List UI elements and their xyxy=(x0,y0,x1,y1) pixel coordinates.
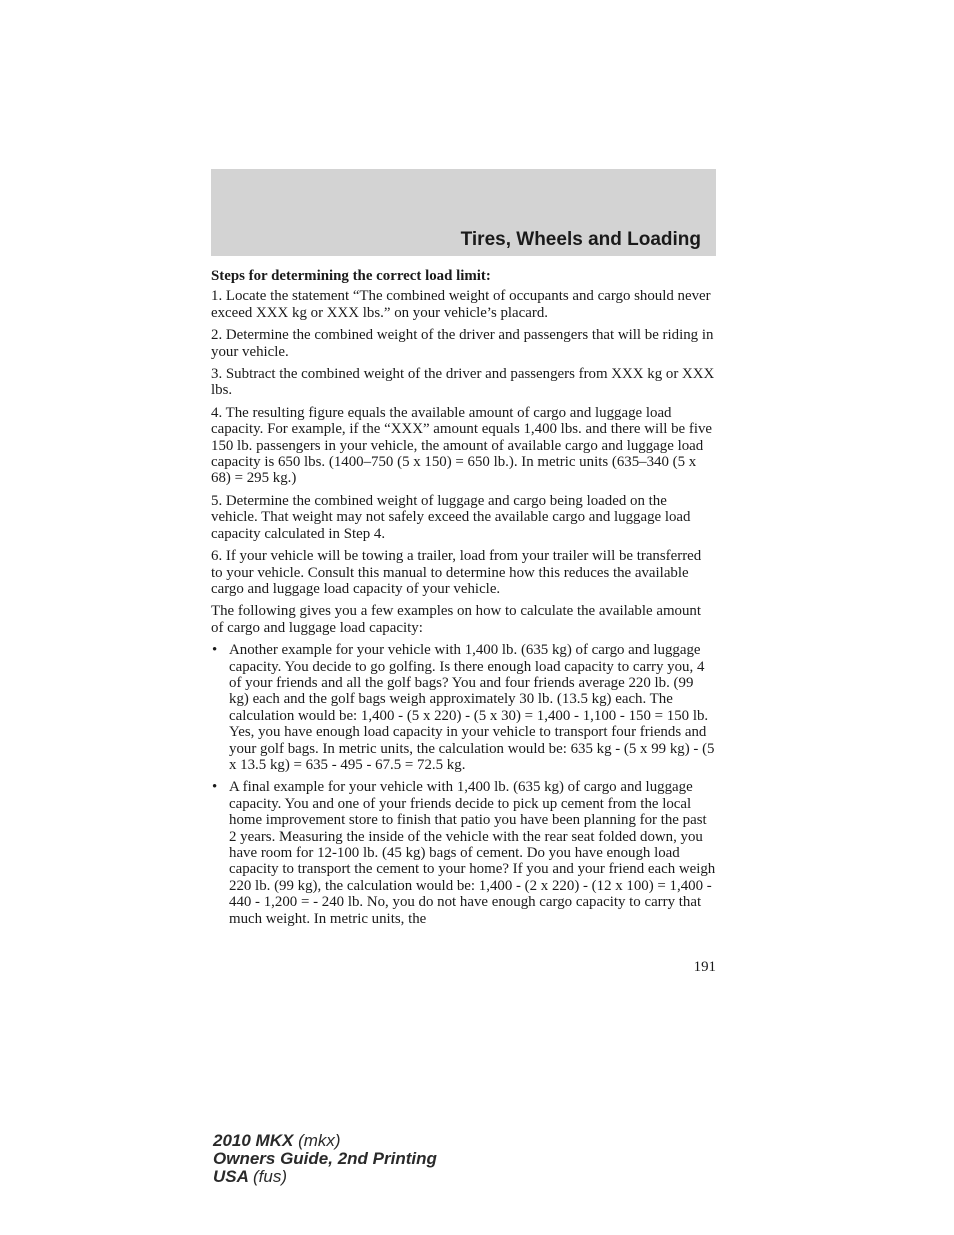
list-item xyxy=(211,642,716,773)
footer-model-code: (mkx) xyxy=(298,1131,341,1150)
bullet-icon: • xyxy=(212,642,218,659)
cement-example-text: A final example for your vehicle with 1,400 lb. (635 kg) of cargo and luggage capacity. You and one of your friends decide to pick up cement from the local home improvement store to finish that patio you have been planning for the past 2 years. Measuring the inside of the vehicle with the rear seat folded down, you have room for 12-100 lb. (45 kg) bags of cement. Do you have enough load capacity to transport the cement to your home? If you and your friend each weigh 220 lb. (99 kg), the calculation would be: 1,400 - (2 x 220) - (12 x 100) = 1,400 - 440 - 1,200 = - 240 lb. No, you do not have enough cargo capacity to carry that much weight. In metric units, the xyxy=(229,779,716,927)
footer-model: 2010 MKX xyxy=(213,1131,294,1150)
footer-market-code: (fus) xyxy=(253,1167,287,1186)
step-2-paragraph: 2. Determine the combined weight of the driver and passengers that will be riding in your vehicle. xyxy=(211,327,714,360)
section-title: Tires, Wheels and Loading xyxy=(460,229,701,250)
footer-printing-line: Owners Guide, 2nd Printing xyxy=(213,1149,437,1168)
footer-model-line xyxy=(213,1132,437,1150)
golf-example-text: Another example for your vehicle with 1,400 lb. (635 kg) of cargo and luggage capacity. You decide to go golfing. Is there enough load capacity to carry you, 4 of your friends and all the golf bags? You and four friends average 220 lb. (99 kg) each and the golf bags weigh approximately 30 lb. (13.5 kg) each. The calculation would be: 1,400 - (5 x 220) - (5 x 30) = 1,400 - 1,100 - 150 = 150 lb. Yes, you have enough load capacity in your vehicle to transport four friends and your golf bags. In metric units, the calculation would be: 635 kg - (5 x 99 kg) - (5 x 13.5 kg) = 635 - 495 - 67.5 = 72.5 kg. xyxy=(229,642,715,773)
section-header-band xyxy=(211,169,716,256)
examples-intro-paragraph: The following gives you a few examples on how to calculate the available amount of cargo and luggage load capacity: xyxy=(211,603,701,636)
step-3-paragraph: 3. Subtract the combined weight of the driver and passengers from XXX kg or XXX lbs. xyxy=(211,366,715,399)
footer-market: USA xyxy=(213,1167,249,1186)
step-1-paragraph: 1. Locate the statement “The combined weight of occupants and cargo should never exceed XXX kg or XXX lbs.” on your vehicle’s placard. xyxy=(211,288,711,321)
page-body xyxy=(211,268,716,933)
step-4-paragraph: 4. The resulting figure equals the available amount of cargo and luggage load capacity. For example, if the “XXX” amount equals 1,400 lbs. and there will be five 150 lb. passengers in your vehicle, the amount of available cargo and luggage load capacity is 650 lbs. (1400–750 (5 x 150) = 650 lb.). In metric units (635–340 (5 x 68) = 295 kg.) xyxy=(211,404,713,487)
steps-heading: Steps for determining the correct load limit: xyxy=(211,268,491,284)
document-footer xyxy=(213,1132,437,1186)
list-item xyxy=(211,779,716,927)
step-6-paragraph: 6. If your vehicle will be towing a trailer, load from your trailer will be transferred to your vehicle. Consult this manual to determine how this reduces the available cargo and luggage load capacity of your vehicle. xyxy=(211,548,702,597)
examples-list xyxy=(211,642,716,927)
step-5-paragraph: 5. Determine the combined weight of luggage and cargo being loaded on the vehicle. That weight may not safely exceed the available cargo and luggage load capacity calculated in Step 4. xyxy=(211,492,691,542)
footer-market-line xyxy=(213,1168,437,1186)
bullet-icon: • xyxy=(212,779,218,796)
page-number: 191 xyxy=(693,959,716,975)
